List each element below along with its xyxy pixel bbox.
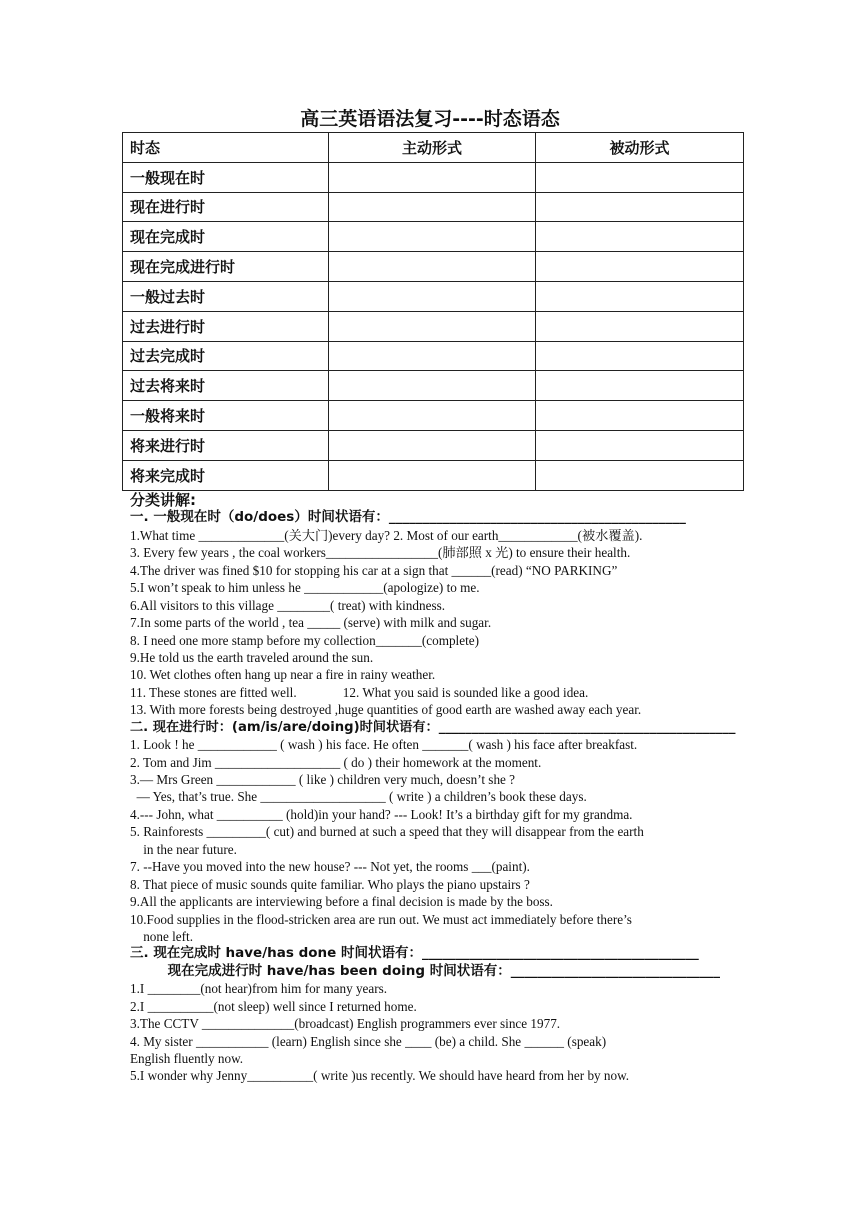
active-cell[interactable] bbox=[329, 430, 536, 460]
tense-table bbox=[122, 132, 744, 491]
col-header-active: 主动形式 bbox=[329, 133, 536, 163]
exercise-line: 4. My sister ___________ (learn) English since she ____ (be) a child. She ______ (speak) bbox=[130, 1033, 607, 1049]
page-title: 高三英语语法复习----时态语态 bbox=[300, 108, 560, 130]
passive-cell[interactable] bbox=[536, 192, 744, 222]
exercise-line: in the near future. bbox=[130, 841, 237, 857]
tense-name: 一般现在时 bbox=[123, 162, 329, 192]
table-row bbox=[123, 311, 744, 341]
exercise-line: 11. These stones are fitted well. 12. What you said is sounded like a good idea. bbox=[130, 684, 589, 700]
passive-cell[interactable] bbox=[536, 222, 744, 252]
exercise-line: 5.I won’t speak to him unless he ____________(apologize) to me. bbox=[130, 580, 480, 596]
passive-cell[interactable] bbox=[536, 162, 744, 192]
exercise-line: 3.— Mrs Green ____________ ( like ) children very much, doesn’t she ? bbox=[130, 772, 516, 787]
passive-cell[interactable] bbox=[536, 281, 744, 311]
table-row bbox=[123, 162, 744, 192]
table-row bbox=[123, 192, 744, 222]
tense-name: 现在进行时 bbox=[123, 192, 329, 222]
exercise-line: 5. Rainforests _________( cut) and burned at such a speed that they will disappear from the earth bbox=[130, 824, 644, 840]
passive-cell[interactable] bbox=[536, 401, 744, 431]
exercise-line: 1.I ________(not hear)from him for many years. bbox=[130, 981, 388, 997]
active-cell[interactable] bbox=[329, 460, 536, 490]
table-row bbox=[123, 341, 744, 371]
active-cell[interactable] bbox=[329, 371, 536, 401]
active-cell[interactable] bbox=[329, 311, 536, 341]
exercise-line: — Yes, that’s true. She ___________________ ( write ) a children’s book these days. bbox=[130, 789, 587, 805]
tense-name: 一般将来时 bbox=[123, 401, 329, 431]
active-cell[interactable] bbox=[329, 341, 536, 371]
table-row bbox=[123, 401, 744, 431]
active-cell[interactable] bbox=[329, 192, 536, 222]
exercise-line: none left. bbox=[130, 928, 193, 944]
exercise-line: 9.All the applicants are interviewing before a final decision is made by the boss. bbox=[130, 894, 553, 910]
table-header-row bbox=[123, 133, 744, 163]
table-row bbox=[123, 222, 744, 252]
exercise-line: 6.All visitors to this village ________( treat) with kindness. bbox=[130, 597, 446, 613]
tense-name: 现在完成进行时 bbox=[123, 252, 329, 282]
exercise-line: 2. Tom and Jim ___________________ ( do ) their homework at the moment. bbox=[130, 754, 542, 770]
exercise-line: 4.--- John, what __________ (hold)in your hand? --- Look! It’s a birthday gift for my grandma. bbox=[130, 806, 633, 822]
tense-name: 一般过去时 bbox=[123, 281, 329, 311]
table-row bbox=[123, 430, 744, 460]
table-row bbox=[123, 460, 744, 490]
table-row bbox=[123, 281, 744, 311]
passive-cell[interactable] bbox=[536, 371, 744, 401]
exercise-line: 13. With more forests being destroyed ,huge quantities of good earth are washed away each year. bbox=[130, 702, 642, 718]
section-heading-present-perfect: 三. 现在完成时 have/has done 时间状语有：_________________________________________ bbox=[130, 945, 699, 962]
col-header-tense: 时态 bbox=[123, 133, 329, 163]
passive-cell[interactable] bbox=[536, 341, 744, 371]
active-cell[interactable] bbox=[329, 222, 536, 252]
exercise-line: English fluently now. bbox=[130, 1051, 244, 1066]
active-cell[interactable] bbox=[329, 162, 536, 192]
tense-name: 现在完成时 bbox=[123, 222, 329, 252]
exercise-line: 9.He told us the earth traveled around the sun. bbox=[130, 649, 374, 665]
tense-name: 将来完成时 bbox=[123, 460, 329, 490]
exercise-line: 3. Every few years , the coal workers_________________(肺部照 x 光) to ensure their health. bbox=[130, 545, 631, 561]
exercise-line: 10.Food supplies in the flood-stricken area are run out. We must act immediately before there’s bbox=[130, 911, 632, 927]
section-heading-present-simple: 一. 一般现在时（do/does）时间状语有：____________________________________________ bbox=[130, 509, 686, 526]
exercise-line: 4.The driver was fined $10 for stopping his car at a sign that ______(read) “NO PARKING” bbox=[130, 562, 618, 578]
exercise-line: 2.I __________(not sleep) well since I returned home. bbox=[130, 998, 417, 1014]
passive-cell[interactable] bbox=[536, 430, 744, 460]
tense-name: 过去将来时 bbox=[123, 371, 329, 401]
exercise-line: 8. That piece of music sounds quite familiar. Who plays the piano upstairs ? bbox=[130, 876, 530, 892]
section-heading-present-perfect-continuous: 现在完成进行时 have/has been doing 时间状语有：_______________________________ bbox=[130, 962, 720, 979]
tense-name: 过去完成时 bbox=[123, 341, 329, 371]
tense-name: 过去进行时 bbox=[123, 311, 329, 341]
exercise-line: 5.I wonder why Jenny__________( write )us recently. We should have heard from her by now. bbox=[130, 1068, 630, 1084]
section-heading: 分类讲解: bbox=[130, 491, 196, 509]
section-heading-present-continuous: 二. 现在进行时：(am/is/are/doing)时间状语有：_____________________________________________ bbox=[130, 719, 736, 735]
passive-cell[interactable] bbox=[536, 252, 744, 282]
active-cell[interactable] bbox=[329, 401, 536, 431]
col-header-passive: 被动形式 bbox=[536, 133, 744, 163]
exercise-line: 10. Wet clothes often hang up near a fire in rainy weather. bbox=[130, 667, 436, 683]
table-row bbox=[123, 252, 744, 282]
exercise-line: 3.The CCTV ______________(broadcast) English programmers ever since 1977. bbox=[130, 1016, 561, 1032]
passive-cell[interactable] bbox=[536, 460, 744, 490]
exercise-line: 7.In some parts of the world , tea _____ (serve) with milk and sugar. bbox=[130, 615, 492, 631]
tense-name: 将来进行时 bbox=[123, 430, 329, 460]
exercise-line: 1.What time _____________(关大门)every day? 2. Most of our earth____________(被水覆盖). bbox=[130, 527, 643, 543]
exercise-line: 8. I need one more stamp before my collection_______(complete) bbox=[130, 632, 479, 648]
passive-cell[interactable] bbox=[536, 311, 744, 341]
exercise-section bbox=[130, 491, 736, 1085]
exercise-line: 1. Look ! he ____________ ( wash ) his face. He often _______( wash ) his face after breakfast. bbox=[130, 737, 638, 753]
table-row bbox=[123, 371, 744, 401]
active-cell[interactable] bbox=[329, 281, 536, 311]
exercise-line: 7. --Have you moved into the new house? --- Not yet, the rooms ___(paint). bbox=[130, 859, 530, 875]
active-cell[interactable] bbox=[329, 252, 536, 282]
